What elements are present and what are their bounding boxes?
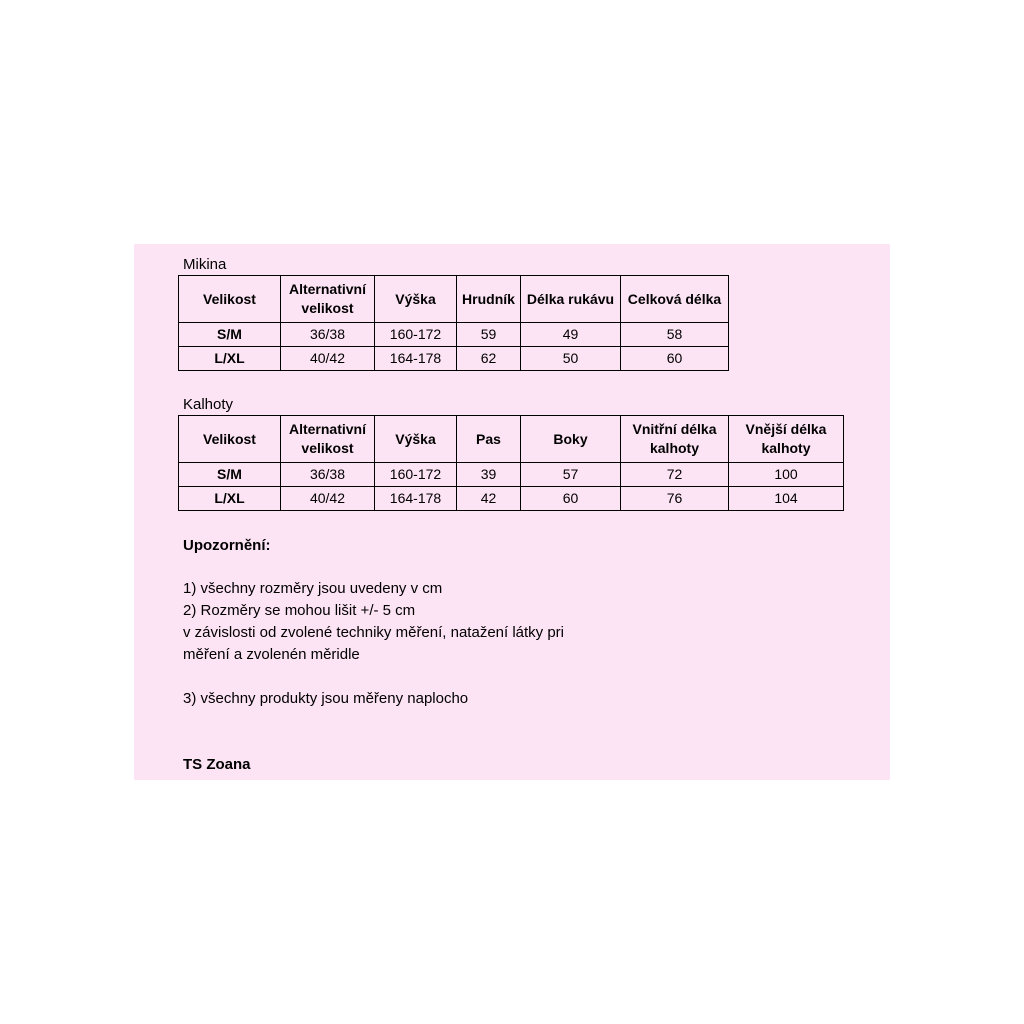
table-cell: 164-178 — [375, 347, 457, 371]
size-label-cell: S/M — [179, 323, 281, 347]
signature: TS Zoana — [183, 756, 251, 773]
table-cell: 60 — [521, 487, 621, 511]
column-header-text: Výška — [395, 290, 436, 307]
pants-size-table — [178, 415, 844, 511]
note-item-2: 2) Rozměry se mohou lišit +/- 5 cm — [183, 602, 416, 619]
note-item-2-line-3: měření a zvolenén měridle — [183, 646, 360, 663]
pants-table-body — [179, 416, 844, 511]
table-cell: 160-172 — [375, 323, 457, 347]
column-header-text: Boky — [553, 430, 588, 447]
column-header-text: kalhoty — [761, 440, 811, 456]
table-cell: 39 — [457, 463, 521, 487]
column-header — [375, 276, 457, 323]
column-header-text: kalhoty — [649, 440, 699, 456]
table-cell: 49 — [521, 323, 621, 347]
column-header-text: velikost — [301, 440, 354, 456]
column-header-text: Velikost — [203, 290, 256, 307]
column-header — [281, 416, 375, 463]
column-header — [521, 276, 621, 323]
column-header — [179, 276, 281, 323]
table-row — [179, 487, 844, 511]
table-cell: 40/42 — [281, 347, 375, 371]
column-header-text: Alternativní — [288, 281, 366, 297]
table-row — [179, 323, 729, 347]
notes-title: Upozornění: — [183, 537, 271, 554]
hoodie-table-body — [179, 276, 729, 371]
size-label-cell: L/XL — [179, 347, 281, 371]
note-item-3: 3) všechny produkty jsou měřeny naplocho — [183, 690, 469, 707]
column-header-text: Celková délka — [627, 290, 722, 307]
hoodie-size-table — [178, 275, 729, 371]
table-cell: 59 — [457, 323, 521, 347]
column-header-text: Hrudník — [462, 290, 515, 307]
table-cell: 104 — [729, 487, 844, 511]
note-item-2-line-2: v závislosti od zvolené techniky měření, natažení látky pri — [183, 624, 565, 641]
column-header — [375, 416, 457, 463]
table-cell: 160-172 — [375, 463, 457, 487]
table-cell: 36/38 — [281, 323, 375, 347]
column-header-text: velikost — [301, 300, 354, 316]
column-header — [621, 276, 729, 323]
table-cell: 57 — [521, 463, 621, 487]
table-cell: 76 — [621, 487, 729, 511]
column-header — [457, 276, 521, 323]
table-cell: 62 — [457, 347, 521, 371]
column-header-text: Délka rukávu — [526, 290, 615, 307]
pants-header-row — [179, 416, 844, 463]
column-header — [521, 416, 621, 463]
table-cell: 42 — [457, 487, 521, 511]
size-label-cell: S/M — [179, 463, 281, 487]
table-cell: 58 — [621, 323, 729, 347]
column-header-text: Pas — [476, 430, 501, 447]
column-header-text: Velikost — [203, 430, 256, 447]
column-header — [457, 416, 521, 463]
hoodie-caption: Mikina — [183, 256, 227, 273]
table-cell: 36/38 — [281, 463, 375, 487]
pants-caption: Kalhoty — [183, 396, 234, 413]
column-header — [281, 276, 375, 323]
column-header — [621, 416, 729, 463]
size-label-cell: L/XL — [179, 487, 281, 511]
column-header-text: Vnitřní délka — [632, 421, 717, 437]
table-cell: 40/42 — [281, 487, 375, 511]
column-header-text: Vnější délka — [745, 421, 827, 437]
table-cell: 50 — [521, 347, 621, 371]
table-cell: 164-178 — [375, 487, 457, 511]
table-row — [179, 463, 844, 487]
table-cell: 60 — [621, 347, 729, 371]
column-header-text: Výška — [395, 430, 436, 447]
column-header — [179, 416, 281, 463]
table-row — [179, 347, 729, 371]
table-cell: 100 — [729, 463, 844, 487]
column-header-text: Alternativní — [288, 421, 366, 437]
table-cell: 72 — [621, 463, 729, 487]
note-item-1: 1) všechny rozměry jsou uvedeny v cm — [183, 580, 443, 597]
hoodie-header-row — [179, 276, 729, 323]
column-header — [729, 416, 844, 463]
